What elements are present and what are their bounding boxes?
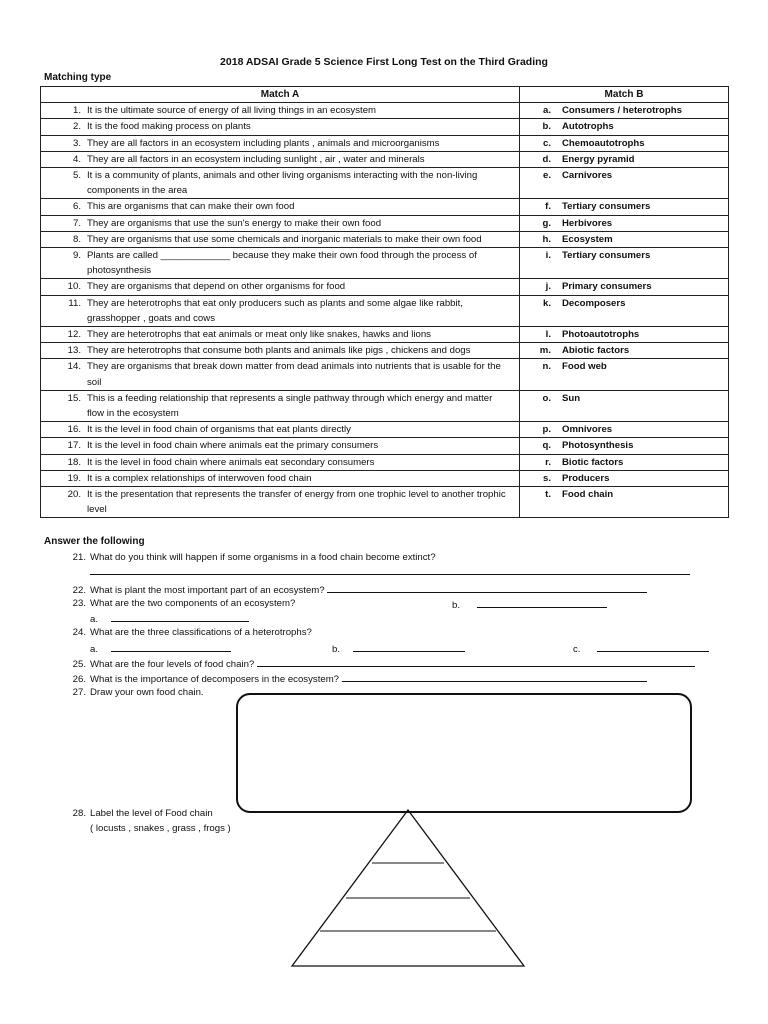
choice-term: Carnivores [562,170,613,182]
match-b-cell [520,343,729,359]
question-24: 24. What are the three classifications of a heterotrophs? [72,627,312,638]
match-b-cell [520,279,729,295]
pyramid-outline [292,810,524,966]
choice-term: Omnivores [562,424,613,436]
match-a-cell [41,327,520,343]
item-number: 12. [67,329,81,341]
match-b-cell [520,295,729,326]
table-row [41,103,729,119]
question-28: 28. Label the level of Food chain [72,808,213,819]
question-23-text: What are the two components of an ecosystem? [90,598,296,609]
item-number: 9. [72,250,81,262]
answer-24c: c. [573,641,709,656]
choice-letter: o. [542,392,551,404]
match-b-cell [520,454,729,470]
match-b-header: Match B [520,87,729,103]
item-statement: They are organisms that use the sun's energy to make their own food [87,217,382,229]
choice-letter: j. [545,281,551,293]
food-chain-pyramid [290,806,530,970]
item-statement: It is the level in food chain where animals eat secondary consumers [87,456,375,468]
answer-24a: a. [90,641,231,656]
match-b-cell [520,359,729,390]
table-row [41,119,729,135]
item-statement: They are organisms that depend on other organisms for food [87,281,346,293]
match-a-cell [41,295,520,326]
choice-term: Abiotic factors [562,345,630,357]
match-b-cell [520,119,729,135]
question-28-text: Label the level of Food chain [90,808,213,819]
choice-term: Photosynthesis [562,440,634,452]
item-statement: It is the presentation that represents the transfer of energy from one trophic level to another trophic level [87,489,506,516]
item-number: 18. [67,456,81,468]
match-b-cell [520,248,729,279]
choice-letter: c. [542,137,551,149]
table-row [41,199,729,215]
choice-term: Consumers / heterotrophs [562,105,682,117]
table-row [41,279,729,295]
question-25: 25. What are the four levels of food chain? [66,656,695,671]
match-a-header: Match A [41,87,520,103]
answer-24b: b. [332,641,465,656]
table-row [41,390,729,421]
choice-letter: h. [542,233,551,245]
choice-term: Ecosystem [562,233,613,245]
matching-table [40,86,729,518]
table-row [41,343,729,359]
match-a-cell [41,215,520,231]
table-row [41,454,729,470]
item-number: 7. [72,217,81,229]
match-a-cell [41,343,520,359]
question-22: 22. What is plant the most important part of an ecosystem? [66,582,647,597]
choice-term: Tertiary consumers [562,250,651,262]
choice-term: Sun [562,392,581,404]
item-number: 14. [67,361,81,373]
choice-letter: t. [545,489,551,501]
match-b-cell [520,487,729,518]
match-a-cell [41,487,520,518]
item-number: 8. [72,233,81,245]
match-a-cell [41,438,520,454]
answer-23b: b. [452,597,607,612]
table-row [41,422,729,438]
question-26: 26. What is the importance of decomposers in the ecosystem? [66,671,647,686]
choice-term: Tertiary consumers [562,201,651,213]
match-b-cell [520,103,729,119]
match-b-cell [520,135,729,151]
match-b-cell [520,327,729,343]
choice-letter: e. [542,170,551,182]
choice-term: Herbivores [562,217,613,229]
food-chain-drawing-box[interactable] [236,693,692,813]
question-28-hint: ( locusts , snakes , grass , frogs ) [90,823,231,834]
match-a-cell [41,119,520,135]
table-row [41,470,729,486]
match-a-cell [41,454,520,470]
table-row [41,438,729,454]
choice-letter: s. [542,472,551,484]
question-27-text: Draw your own food chain. [90,687,204,698]
choice-term: Chemoautotrophs [562,137,645,149]
item-statement: They are heterotrophs that consume both plants and animals like pigs , chickens and dogs [87,345,471,357]
match-b-cell [520,215,729,231]
item-number: 10. [67,281,81,293]
answer-21-line[interactable] [90,564,690,579]
item-statement: This are organisms that can make their own food [87,201,295,213]
table-row [41,359,729,390]
table-row [41,151,729,167]
question-23: 23. What are the two components of an ecosystem? [72,598,296,609]
answer-24b-line[interactable] [353,641,465,652]
question-27: 27. Draw your own food chain. [72,687,204,698]
match-a-cell [41,359,520,390]
answer-24c-line[interactable] [597,641,709,652]
choice-letter: p. [542,424,551,436]
item-statement: It is a complex relationships of interwoven food chain [87,472,312,484]
match-b-cell [520,231,729,247]
choice-letter: r. [545,456,551,468]
item-number: 16. [67,424,81,436]
item-number: 5. [72,170,81,182]
item-number: 17. [67,440,81,452]
match-a-cell [41,279,520,295]
answer-26-line[interactable] [342,671,647,682]
choice-letter: d. [542,153,551,165]
question-22-text: What is plant the most important part of an ecosystem? [90,585,325,596]
item-number: 13. [67,345,81,357]
question-21: 21. What do you think will happen if some organisms in a food chain become extinct? [72,552,436,563]
match-a-cell [41,248,520,279]
item-number: 1. [72,105,81,117]
match-b-cell [520,151,729,167]
item-statement: This is a feeding relationship that represents a single pathway through which energy and matter flow in the ecosystem [87,392,493,420]
match-b-cell [520,168,729,199]
answer-22-line[interactable] [327,582,647,593]
match-a-cell [41,135,520,151]
item-statement: It is the level in food chain where animals eat the primary consumers [87,440,379,452]
matching-table-body [41,103,729,518]
item-statement: It is the level in food chain of organisms that eat plants directly [87,424,351,436]
choice-term: Food chain [562,489,614,501]
choice-term: Photoautotrophs [562,329,640,341]
item-number: 2. [72,121,81,133]
choice-letter: b. [542,121,551,133]
match-a-cell [41,390,520,421]
item-number: 20. [67,489,81,501]
match-b-cell [520,438,729,454]
match-b-cell [520,390,729,421]
choice-term: Food web [562,361,607,373]
choice-term: Primary consumers [562,281,652,293]
table-row [41,248,729,279]
match-a-cell [41,168,520,199]
choice-letter: i. [545,250,551,262]
answer-23a: a. [90,611,249,626]
choice-term: Producers [562,472,610,484]
item-statement: They are organisms that use some chemicals and inorganic materials to make their own food [87,233,482,245]
item-statement: They are all factors in an ecosystem including sunlight , air , water and minerals [87,153,425,165]
page-title: 2018 ADSAI Grade 5 Science First Long Test on the Third Grading [220,56,548,68]
item-statement: They are organisms that break down matter from dead animals into nutrients that is usable for the soil [87,361,501,388]
item-number: 15. [67,392,81,404]
answer-25-line[interactable] [257,656,695,667]
item-statement: It is the ultimate source of energy of all living things in an ecosystem [87,105,377,117]
item-statement: It is the food making process on plants [87,121,251,133]
choice-term: Decomposers [562,297,626,309]
item-statement: It is a community of plants, animals and other living organisms interacting with the non-living components in the area [87,170,478,197]
item-number: 19. [67,472,81,484]
table-row [41,215,729,231]
choice-term: Autotrophs [562,121,614,133]
choice-letter: l. [545,329,551,341]
item-number: 3. [72,137,81,149]
matching-section-label: Matching type [44,72,112,83]
match-a-cell [41,103,520,119]
question-25-text: What are the four levels of food chain? [90,659,255,670]
table-row [41,295,729,326]
choice-letter: a. [542,105,551,117]
match-a-cell [41,470,520,486]
table-row [41,327,729,343]
match-a-cell [41,422,520,438]
choice-letter: k. [542,297,551,309]
table-row [41,231,729,247]
table-row [41,168,729,199]
item-number: 6. [72,201,81,213]
question-24-text: What are the three classifications of a heterotrophs? [90,627,312,638]
item-number: 11. [68,297,81,309]
item-statement: Plants are called _____________ because they make their own food through the process of photosynthesis [87,250,477,277]
answer-section-label: Answer the following [44,536,145,547]
choice-letter: f. [545,201,551,213]
choice-letter: n. [542,361,551,373]
table-row [41,135,729,151]
choice-term: Biotic factors [562,456,624,468]
match-b-cell [520,422,729,438]
question-26-text: What is the importance of decomposers in the ecosystem? [90,674,340,685]
match-b-cell [520,199,729,215]
answer-23b-line[interactable] [477,597,607,608]
match-b-cell [520,470,729,486]
choice-term: Energy pyramid [562,153,635,165]
answer-23a-line[interactable] [111,611,249,622]
question-21-text: What do you think will happen if some organisms in a food chain become extinct? [90,552,436,563]
match-a-cell [41,151,520,167]
table-row [41,487,729,518]
match-a-cell [41,231,520,247]
item-statement: They are heterotrophs that eat only producers such as plants and some algae like rabbit, grasshopper , goats and cows [87,297,463,324]
choice-letter: q. [542,440,551,452]
item-statement: They are all factors in an ecosystem including plants , animals and microorganisms [87,137,440,149]
item-number: 4. [72,153,81,165]
match-a-cell [41,199,520,215]
choice-letter: g. [542,217,551,229]
choice-letter: m. [539,345,551,357]
answer-24a-line[interactable] [111,641,231,652]
item-statement: They are heterotrophs that eat animals or meat only like snakes, hawks and lions [87,329,431,341]
